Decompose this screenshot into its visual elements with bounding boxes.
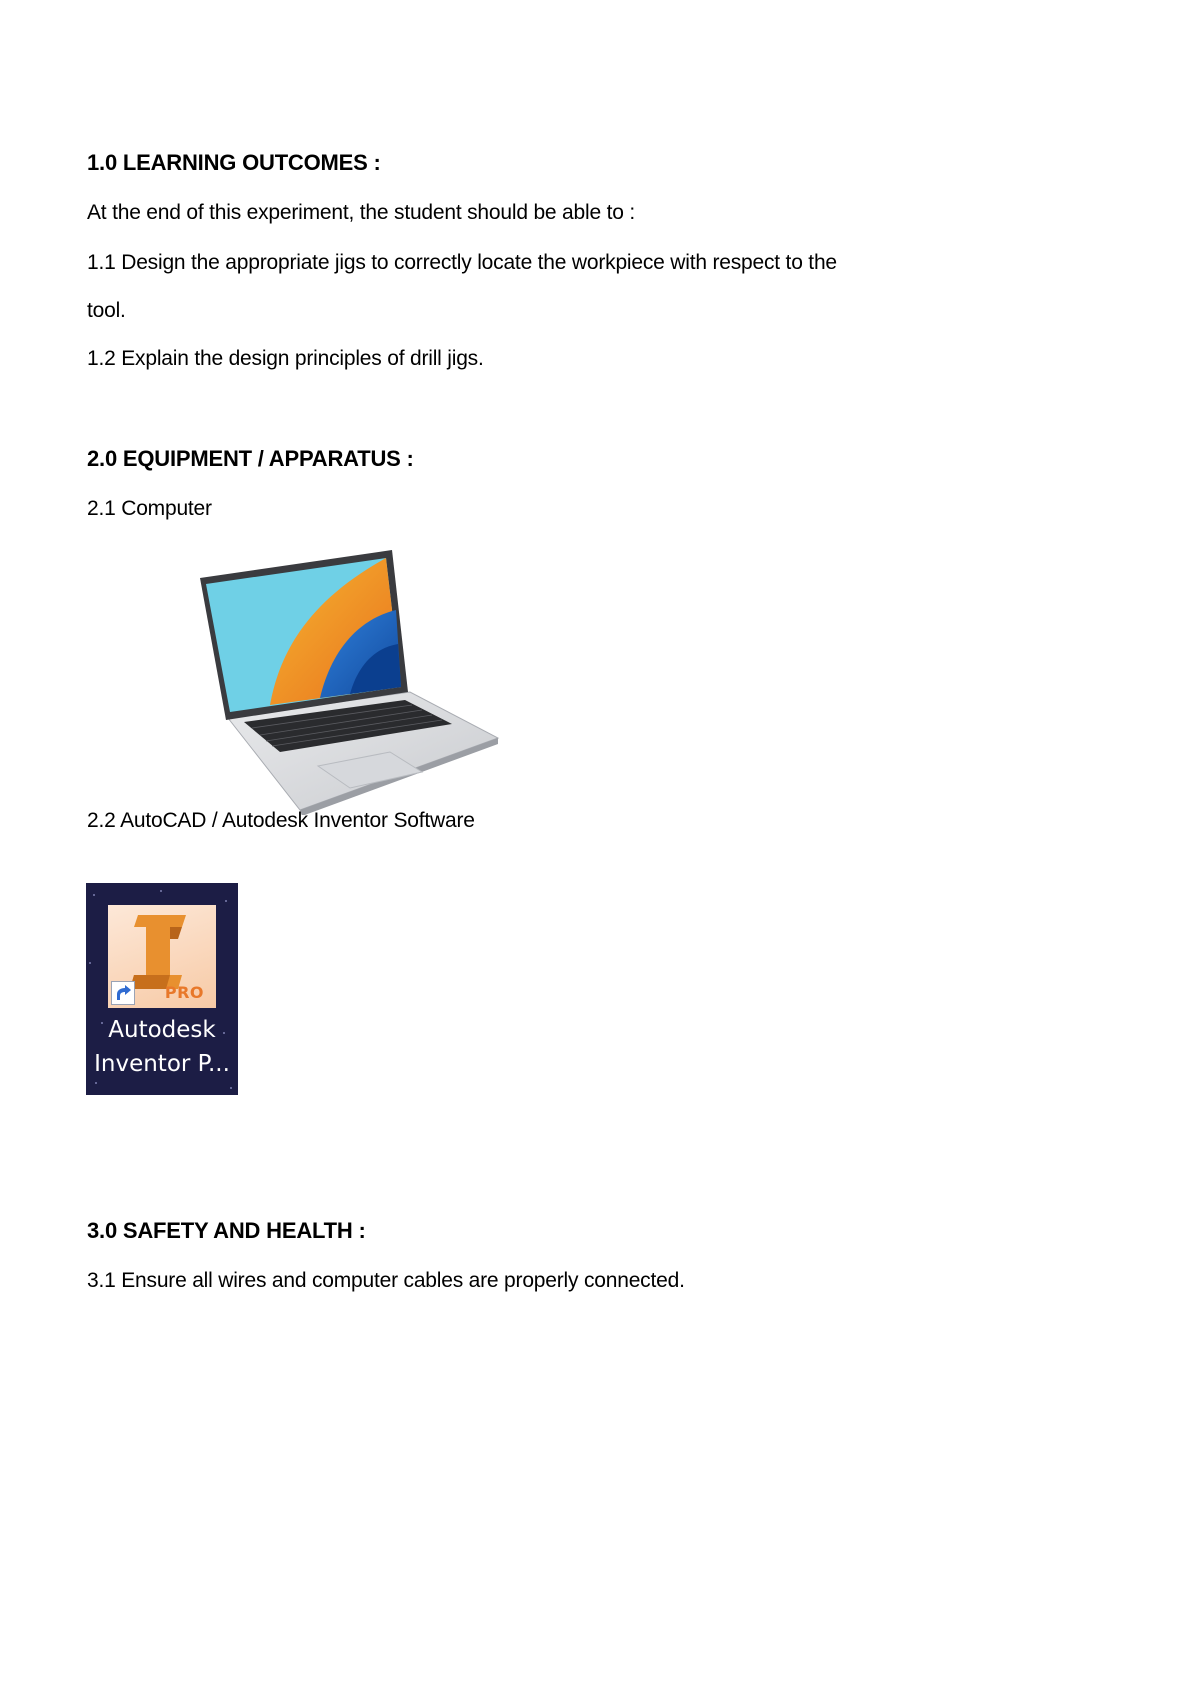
autodesk-inventor-desktop-icon	[86, 883, 238, 1095]
learning-outcome-2: 1.2 Explain the design principles of drill jigs.	[87, 347, 484, 370]
section-heading-learning-outcomes: 1.0 LEARNING OUTCOMES :	[87, 150, 381, 175]
section-heading-equipment: 2.0 EQUIPMENT / APPARATUS :	[87, 446, 414, 471]
shortcut-arrow-icon	[111, 981, 135, 1005]
pro-badge: PRO	[164, 983, 204, 1002]
learning-intro-text: At the end of this experiment, the student should be able to :	[87, 201, 635, 224]
learning-outcome-1-line-1: 1.1 Design the appropriate jigs to correctly locate the workpiece with respect to the	[87, 251, 837, 274]
icon-label-line-2: Inventor P...	[94, 1051, 230, 1077]
equipment-item-computer: 2.1 Computer	[87, 497, 212, 520]
section-heading-safety: 3.0 SAFETY AND HEALTH :	[87, 1218, 366, 1243]
equipment-item-software: 2.2 AutoCAD / Autodesk Inventor Software	[87, 809, 475, 832]
inventor-app-tile	[108, 905, 216, 1008]
icon-label-line-1: Autodesk	[108, 1017, 216, 1043]
safety-item-1: 3.1 Ensure all wires and computer cables are properly connected.	[87, 1269, 685, 1292]
laptop-image	[200, 540, 500, 815]
learning-outcome-1-line-2: tool.	[87, 299, 126, 322]
